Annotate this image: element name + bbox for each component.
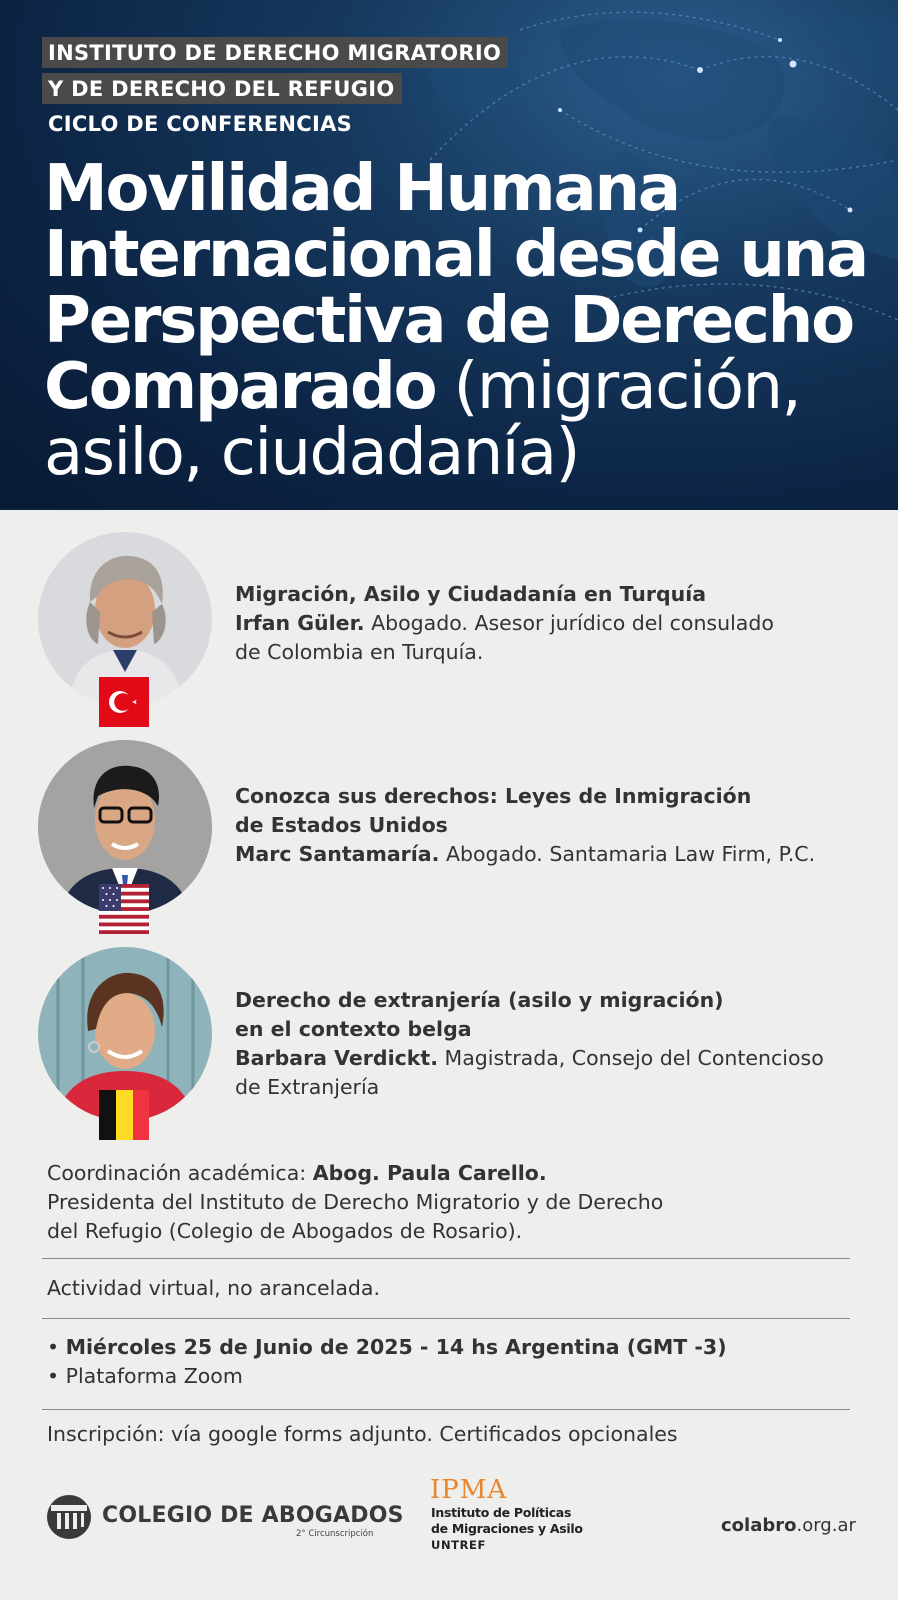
ipma-logo-mark: IPMA	[430, 1475, 508, 1505]
colegio-circunscripcion: 2° Circunscripción	[296, 1529, 374, 1539]
event-date: Miércoles 25 de Junio de 2025 - 14 hs Argentina (GMT -3)	[65, 1335, 727, 1359]
divider-3	[42, 1409, 850, 1410]
speaker-2-role: Abogado. Santamaria Law Firm, P.C.	[445, 842, 816, 866]
footer-logos	[0, 1475, 898, 1585]
colegio-de-abogados-name: COLEGIO DE ABOGADOS	[102, 1503, 404, 1528]
speaker-3-name: Barbara Verdickt.	[235, 1046, 438, 1070]
bullet-1: •	[47, 1335, 60, 1359]
website-bold: colabro	[721, 1515, 797, 1536]
turkey-flag-icon	[99, 677, 149, 727]
coordination-label: Coordinación académica:	[47, 1161, 307, 1185]
registration-note: Inscripción: vía google forms adjunto. Certificados opcionales	[47, 1422, 678, 1446]
website-domain: .org.ar	[796, 1515, 856, 1536]
title-line-4-bold: Comparado	[44, 350, 436, 424]
institute-tag-line-1: INSTITUTO DE DERECHO MIGRATORIO	[42, 37, 508, 68]
bullet-2: •	[47, 1364, 60, 1388]
academic-coordination	[47, 1159, 847, 1246]
speaker-2-text	[235, 782, 875, 869]
ipma-line-1: Instituto de Políticas	[431, 1505, 572, 1520]
header-banner	[0, 0, 898, 510]
speaker-1-role-cont: de Colombia en Turquía.	[235, 640, 484, 664]
speaker-1-name: Irfan Güler.	[235, 611, 365, 635]
coordinator-name: Abog. Paula Carello.	[312, 1161, 547, 1185]
speaker-2-topic-cont: de Estados Unidos	[235, 813, 448, 837]
event-platform: Plataforma Zoom	[65, 1364, 243, 1388]
speaker-1-text	[235, 580, 875, 667]
schedule	[47, 1333, 847, 1391]
divider-1	[42, 1258, 850, 1259]
speaker-2-name: Marc Santamaría.	[235, 842, 440, 866]
colegio-de-abogados-logo-icon	[45, 1493, 93, 1545]
title-line-1: Movilidad Humana	[44, 152, 679, 226]
speaker-2-topic: Conozca sus derechos: Leyes de Inmigración	[235, 784, 752, 808]
ipma-logo-text	[431, 1505, 583, 1553]
speaker-1-topic: Migración, Asilo y Ciudadanía en Turquía	[235, 582, 707, 606]
title-line-5: asilo, ciudadanía)	[44, 416, 579, 490]
usa-flag-icon	[99, 884, 149, 934]
conference-cycle-label: CICLO DE CONFERENCIAS	[48, 112, 353, 136]
divider-2	[42, 1318, 850, 1319]
speaker-3-role: Magistrada, Consejo del Contencioso	[444, 1046, 824, 1070]
ipma-line-2: de Migraciones y Asilo	[431, 1521, 583, 1536]
title-line-4-light: (migración,	[453, 350, 801, 424]
speaker-1-role: Abogado. Asesor jurídico del consulado	[371, 611, 774, 635]
event-title	[44, 152, 884, 490]
speaker-3-role-cont: de Extranjería	[235, 1075, 380, 1099]
belgium-flag-icon	[99, 1090, 149, 1140]
coordinator-role-line-1: Presidenta del Instituto de Derecho Migratorio y de Derecho	[47, 1190, 664, 1214]
speaker-3-text	[235, 986, 875, 1102]
activity-note: Actividad virtual, no arancelada.	[47, 1276, 381, 1300]
ipma-line-3: UNTREF	[431, 1538, 486, 1552]
title-line-3: Perspectiva de Derecho	[44, 284, 853, 358]
website-link[interactable]	[721, 1515, 856, 1536]
title-line-2: Internacional desde una	[44, 218, 868, 292]
institute-tag-line-2: Y DE DERECHO DEL REFUGIO	[42, 73, 402, 104]
speaker-3-topic-cont: en el contexto belga	[235, 1017, 472, 1041]
coordinator-role-line-2: del Refugio (Colegio de Abogados de Rosario).	[47, 1219, 523, 1243]
speaker-3-topic: Derecho de extranjería (asilo y migración)	[235, 988, 724, 1012]
